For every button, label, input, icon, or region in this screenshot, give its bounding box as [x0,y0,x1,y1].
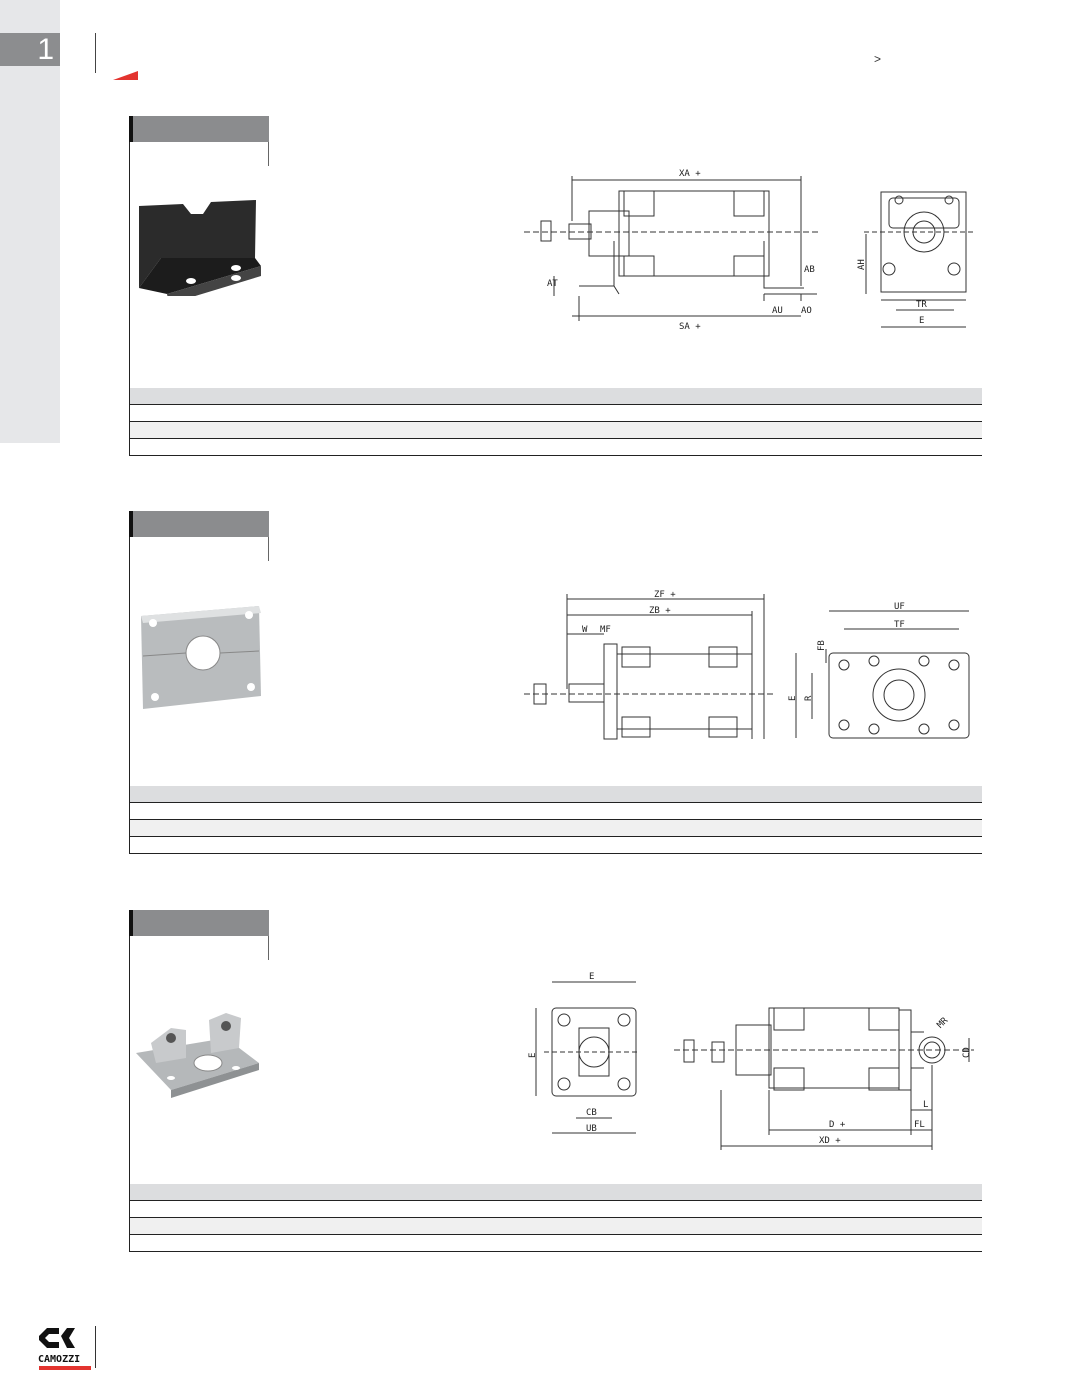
section-rear-hinge [129,910,982,1255]
dim-label: ZF + [654,590,676,600]
dim-label: AU [772,306,783,316]
dim-label: AT [547,279,558,289]
dim-label: SA + [679,322,701,332]
dim-label: XA + [679,169,701,179]
rear-hinge-side-drawing [674,970,979,1155]
table-row [130,439,983,456]
section-title-tab [129,116,269,142]
dim-label: MR [935,1015,951,1031]
dim-label: FL [914,1120,925,1130]
dim-label: FB [817,640,827,651]
dim-label: XD + [819,1136,841,1146]
flange-plate-photo-icon [131,601,263,711]
dim-label: CD [962,1047,972,1058]
dim-label: UF [894,602,905,612]
flange-mount-side-drawing [524,589,779,749]
spec-table [129,388,982,456]
camozzi-logo [37,1326,93,1370]
foot-mount-side-drawing [519,166,829,346]
dim-label: CB [586,1108,597,1118]
chapter-number-tab[interactable] [0,33,60,66]
dim-label: UB [586,1124,597,1134]
dim-label: R [804,695,814,701]
table-row [130,820,983,837]
dim-label: ZB + [649,606,671,616]
footer-divider [95,1326,96,1368]
section-title-tab [129,511,269,537]
dim-label: E [788,695,798,701]
table-row [130,1218,983,1235]
dim-label: AH [857,259,867,270]
table-row [130,837,983,854]
dim-label: MF [600,625,611,635]
chapter-number: 1 [37,33,54,66]
dim-label: W [582,625,588,635]
flange-mount-end-drawing [784,601,979,749]
dim-label: TR [916,300,927,310]
dim-label: TF [894,620,905,630]
header-divider [95,33,96,73]
foot-mount-end-drawing [854,182,974,332]
section-flange-mounting [129,511,982,856]
dim-label: AB [804,265,815,275]
dim-label: AO [801,306,812,316]
dim-label: D + [829,1120,846,1130]
dim-label: E [589,972,595,982]
table-row [130,803,983,820]
section-title-tab [129,910,269,936]
rear-hinge-end-drawing [524,970,639,1140]
table-header-row [130,1184,983,1201]
table-row [130,1235,983,1252]
dim-label: E [919,316,925,326]
brand-name: CAMOZZI [38,1354,81,1365]
spec-table [129,786,982,854]
table-header-row [130,786,983,803]
nav-arrow[interactable]: > [874,52,882,66]
spec-table [129,1184,982,1252]
table-row [130,405,983,422]
dim-label: E [528,1052,538,1058]
rear-hinge-photo-icon [131,1008,263,1103]
red-accent-mark [113,71,138,80]
section-foot-mounting [129,116,982,460]
table-header-row [130,388,983,405]
chapter-sidebar [0,0,60,443]
table-row [130,422,983,439]
foot-bracket-photo-icon [131,196,263,296]
dim-label: L [923,1100,929,1110]
table-row [130,1201,983,1218]
